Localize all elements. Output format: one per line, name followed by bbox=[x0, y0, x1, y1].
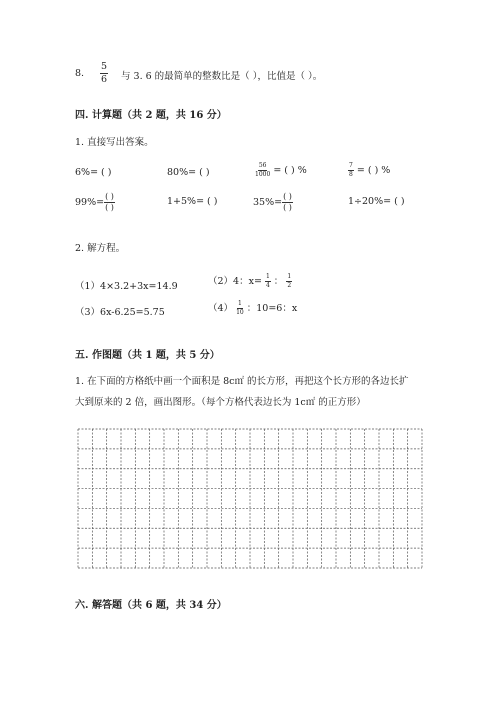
fraction-denominator: ( ) bbox=[105, 203, 114, 212]
fraction-denominator: 4 bbox=[265, 282, 270, 289]
equation-4-rest: ：10=6：x bbox=[246, 303, 298, 314]
equation-4 bbox=[208, 300, 297, 316]
calc-2d: 1÷20%= ( ) bbox=[348, 196, 405, 207]
drawing-instruction-line-2: 大到原来的 2 倍，画出图形。（每个方格代表边长为 1c㎡ 的正方形） bbox=[75, 397, 366, 408]
equation-1: （1）4×3.2+3x=14.9 bbox=[75, 281, 178, 292]
question-8-fraction bbox=[100, 62, 108, 84]
equation-2 bbox=[208, 273, 292, 289]
grid-paper[interactable] bbox=[77, 428, 423, 569]
fraction-numerator: 5 bbox=[101, 61, 108, 72]
equation-3: （3）6x-6.25=5.75 bbox=[75, 307, 165, 318]
section-6-heading: 六. 解答题（共 6 题，共 34 分） bbox=[75, 600, 227, 611]
question-number: 8. bbox=[75, 68, 85, 79]
section-5-heading: 五. 作图题（共 1 题，共 5 分） bbox=[75, 350, 220, 361]
question-1-title: 1. 直接写出答案。 bbox=[75, 137, 154, 148]
calc-2a-pre: 99%= bbox=[75, 197, 105, 208]
fraction-numerator: 56 bbox=[258, 162, 267, 169]
equation-2-pre: （2）4：x= bbox=[208, 276, 262, 287]
calc-1b: 80%= ( ) bbox=[167, 167, 210, 178]
fraction-denominator: 2 bbox=[287, 282, 292, 289]
fraction-numerator: ( ) bbox=[283, 192, 292, 201]
fraction-numerator: 1 bbox=[287, 273, 292, 280]
fraction-denominator: 10 bbox=[236, 309, 244, 316]
calc-2b: 1+5%= ( ) bbox=[167, 196, 218, 207]
calc-2a bbox=[75, 193, 115, 212]
fraction-numerator: ( ) bbox=[105, 192, 114, 201]
calc-1a: 6%= ( ) bbox=[75, 167, 112, 178]
section-4-heading: 四. 计算题（共 2 题，共 16 分） bbox=[75, 110, 227, 121]
fraction-denominator: 1000 bbox=[255, 171, 271, 178]
question-8-text: 与 3. 6 的最简单的整数比是（ ），比值是（ ）。 bbox=[121, 71, 323, 82]
calc-2c-pre: 35%= bbox=[253, 197, 283, 208]
equation-2-colon: ： bbox=[273, 276, 284, 287]
calc-1c bbox=[255, 163, 307, 178]
calc-1d-rest: = ( ) % bbox=[356, 165, 391, 176]
question-8 bbox=[75, 68, 84, 79]
calc-2c bbox=[253, 193, 293, 212]
fraction-denominator: 8 bbox=[349, 171, 353, 178]
fraction-numerator: 1 bbox=[265, 273, 270, 280]
fraction-numerator: 7 bbox=[349, 162, 353, 169]
calc-1d bbox=[348, 163, 390, 178]
question-2-title: 2. 解方程。 bbox=[75, 243, 126, 254]
fraction-denominator: 6 bbox=[101, 73, 108, 85]
drawing-instruction-line-1: 1. 在下面的方格纸中画一个面积是 8c㎡ 的长方形，再把这个长方形的各边长扩 bbox=[75, 376, 409, 387]
fraction-numerator: 1 bbox=[237, 300, 242, 307]
fraction-denominator: ( ) bbox=[283, 203, 292, 212]
equation-4-pre: （4） bbox=[208, 303, 234, 314]
calc-1c-rest: = ( ) % bbox=[273, 165, 307, 176]
